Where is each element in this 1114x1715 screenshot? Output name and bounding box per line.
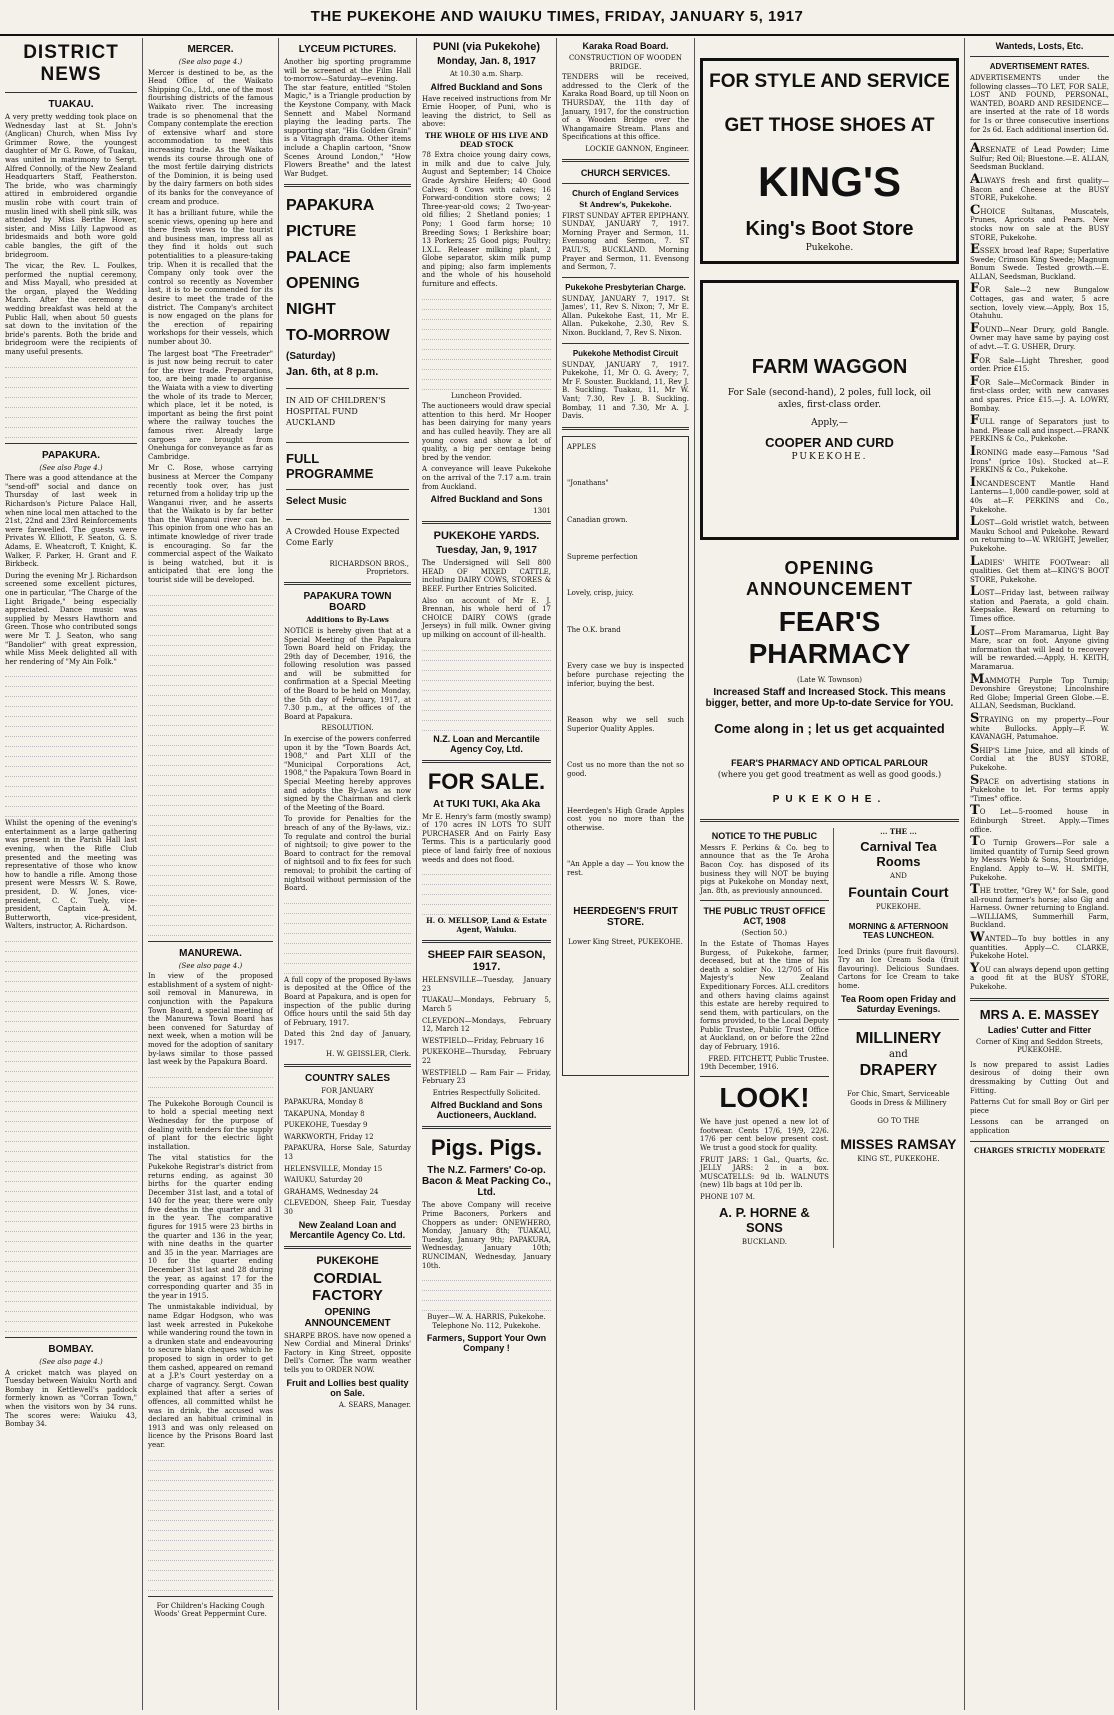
puni-time: At 10.30 a.m. Sharp. (449, 70, 524, 78)
picture-line: OPENING (286, 275, 360, 293)
farm-waggon-paragraph: For Sale (second-hand), 2 poles, full lock, oil axles, first-class order. (727, 387, 932, 410)
lower-right-ads (834, 828, 959, 1248)
trust-heading: THE PUBLIC TRUST OFFICE ACT, 1908 (703, 906, 826, 927)
tuakau-paragraph: A very pretty wedding took place on Wednesday last at St. John's (Anglican) Church, when Miss Ivy Grimmer Rowe, the youngest daughter of Mr G. Rowe, of Tuakau, was united in matrimony to Sergt. Alfred Connolly, of the New Zealand Headquarters Staff, Featherston. The bride, who was charmingly attired in embroidered organdie muslin robe with court train of muslin lined with shell pink silk, was attended by Miss Berthe Hower, sister, and Miss Lilly Lapwood as bridesmaids and both wore gold cable bangles, the gift of the bridegroom. (5, 113, 137, 259)
town-board-sign: H. W. GEISSLER, Clerk. (326, 1050, 411, 1059)
column-church-apples (557, 38, 695, 1710)
kings-line: GET THOSE SHOES AT (724, 115, 935, 136)
carnival-line: Fountain Court (848, 883, 949, 900)
classified-ad: FOR Sale—Light Thresher, good order. Price £15. (970, 351, 1109, 374)
picture-line: PICTURE (286, 223, 357, 241)
mellsop-sign: H. O. MELLSOP, Land & Estate Agent, Waiuku. (426, 916, 547, 934)
millinery-line: MISSES RAMSAY (840, 1135, 957, 1152)
classified-ad: THE trotter, "Grey W," for Sale, good all-round farmer's horse; also Gig and Harness. Owner returning to England.—WILLIAMS, Summerhill Farm, Buckland. (970, 882, 1109, 930)
massey-heading: MRS A. E. MASSEY (979, 1006, 1100, 1022)
fears-line: Increased Staff and Increased Stock. This means bigger, better, and more Up-to-date Service for YOU. (705, 687, 954, 710)
kings-boot-store-ad (700, 58, 959, 264)
eng-heading: Church of England Services (572, 188, 679, 198)
puni-number: 1301 (533, 507, 551, 516)
fears-line: OPENING ANNOUNCEMENT (746, 557, 913, 599)
yards-date: Tuesday, Jan, 9, 1917 (436, 545, 537, 557)
puni-date: Monday, Jan. 8, 1917 (437, 56, 536, 67)
puni-paragraph: Have received instructions from Mr Ernie Hooper, of Puni, who is leaving the district, to Sell as above: (422, 94, 551, 129)
fears-line: (Late W. Townson) (796, 675, 863, 684)
millinery-line: and (889, 1048, 908, 1060)
massey-address: Corner of King and Seddon Streets, PUKEKOHE. (976, 1037, 1103, 1055)
fears-pharmacy-ad (700, 558, 959, 805)
bombay-paragraph: A cricket match was played on Tuesday between Waiuku North and Bombay in Kettlewell's paddock formerly known as "Corran Town," when the visitors won by 34 runs. The scores were: Waiuku 43, Bombay 34. (5, 1368, 137, 1429)
country-sale-item: PAPAKURA, Horse Sale, Saturday 13 (284, 1144, 411, 1162)
apples-line: Lovely, crisp, juicy. (567, 589, 634, 598)
sheep-fair-note: Entries Respectfully Solicited. (432, 1088, 541, 1097)
look-paragraph: FRUIT JARS: 1 Gal., Quarts, &c. JELLY JARS: 2 in a box. MUSCATELLS: 9d lb. WALNUTS (new) 1lb bags at 10d per lb. (700, 1155, 829, 1190)
sheep-fair-heading: SHEEP FAIR SEASON, 1917. (427, 949, 546, 974)
country-sale-item: CLEVEDON, Sheep Fair, Tuesday 30 (284, 1199, 411, 1216)
country-sale-item: TAKAPUNA, Monday 8 (284, 1109, 365, 1118)
papakura-see-also: (See also Page 4.) (39, 463, 103, 472)
manurewa-paragraph: The unmistakable individual, by name Edgar Hodgson, who was last week arrested in Pukekohe while wandering round the town in a drunken state and endeavouring to secure blank cheques which he proposed to sign in order to get them cashed, appeared on remand at a J.P.'s Court yesterday on a charge of vagrancy. Sergt. Cowan explained that after a series of offences, all committed whilst he was in drink, the accused was declared an habitual criminal in 1913 and was only released on licence by the Prisons Board last year. (148, 1303, 273, 1449)
carnival-line: PUKEKOHE. (875, 902, 921, 911)
pigs-footer: Farmers, Support Your Own Company ! (426, 1333, 547, 1354)
papakura-paragraph: During the evening Mr J. Richardson screened some excellent pictures, one in particular, "The Charge of the Light Brigade," being especially appreciated. Dance music was supplied by Messrs Hawthorn and Green. Those who contributed songs were Mr T. J. Seaton, who sang "Bandolier" with great expression, while Miss Meek delighted all with her rendering of "My Ain Folk." (5, 571, 137, 666)
cordial-paragraph: SHARPE BROS. have now opened a New Cordial and Mineral Drinks' Factory in King Street, opposite Dell's Corner. The warm weather tells you to ORDER NOW. (284, 1331, 411, 1374)
auctioneers-name: Alfred Buckland and Sons (430, 494, 543, 505)
town-board-paragraph: To provide for Penalties for the breach of any of the By-laws, viz.: To regulate and control the burial of nightsoil; to give power to the Board to contract for the removal of nightsoil and to fix fees for such removal; to prohibit the carting of nightsoil without permission of the Board. (284, 815, 411, 893)
classified-ad: YOU can always depend upon getting a good fit at the BUSY STORE, Pukekohe. (970, 960, 1109, 992)
picture-sign: RICHARDSON BROS., Proprietors. (329, 560, 409, 577)
apples-line: Canadian grown. (567, 516, 628, 524)
fears-line: FEAR'S PHARMACY (748, 605, 911, 669)
mercer-paragraph: Mr C. Rose, whose carrying business at Mercer the Company recently took over, has just returned from a holiday trip up the Wanganui river, and he asserts that the Waikato is by far better than the Wanganui river can be. This opinion from one who has an intimate knowledge of river trade is encouraging. So far the commercial aspect of the Waikato is being watched, but it is anticipated that ere long the tourist side will be developed. (148, 464, 273, 585)
pigs-sign: Buyer—W. A. HARRIS, Pukekohe. Telephone No. 112, Pukekohe. (427, 1313, 546, 1330)
fears-line: (where you get good treatment as well as good goods.) (717, 770, 942, 780)
column-auctions (417, 38, 557, 1710)
millinery-line: KING ST., PUKEKOHE. (857, 1154, 940, 1163)
town-board-heading: PAPAKURA TOWN BOARD (303, 591, 392, 614)
picture-programme: FULL PROGRAMME (286, 451, 374, 482)
sheep-fair-item: WESTFIELD — Ram Fair — Friday, February 23 (422, 1068, 551, 1086)
nz-loan-sign: New Zealand Loan and Mercantile Agency Co. Ltd. (289, 1219, 406, 1240)
karaka-paragraph: TENDERS will be received, addressed to the Clerk of the Karaka Road Board, up till Noon on THURSDAY, the 11th day of January, 1917, for the construction of a Wooden Bridge over the Whangamaire Stream. Plans and Specifications at this office. (562, 73, 689, 142)
horne-heading: A. P. HORNE & SONS (719, 1204, 810, 1235)
farm-waggon-apply: Apply,— (811, 417, 848, 428)
column-mercer (143, 38, 279, 1710)
fears-line: Come along in ; let us get acquainted (714, 721, 945, 737)
sheep-fair-item: WESTFIELD—Friday, February 16 (422, 1036, 544, 1045)
notice-paragraph: Messrs F. Perkins & Co. beg to announce that as the Te Aroha Bacon Coy. has disposed of its business they will NOT be buying pigs at Pukekohe on Monday next, Jan. 8th, as previously announced. (700, 843, 829, 895)
karaka-heading: Karaka Road Board. (582, 41, 669, 51)
adv-rates-heading: ADVERTISEMENT RATES. (989, 62, 1090, 71)
pigs-heading: Pigs. Pigs. (430, 1135, 543, 1161)
horne-sub: BUCKLAND. (741, 1237, 787, 1246)
karaka-sub: CONSTRUCTION OF WOODEN BRIDGE. (568, 54, 683, 71)
sheep-fair-item: CLEVEDON—Mondays, February 12, March 12 (422, 1016, 551, 1034)
look-heading: LOOK! (719, 1082, 810, 1114)
pigs-paragraph: The above Company will receive Prime Baconers, Porkers and Choppers as under: ONEWHERO, Monday, January 8th; TUAKAU, Tuesday, January 9th; PAPAKURA, Wednesday, January 10th; RUNCIMAN, Wednesday, January 10th. (422, 1201, 551, 1270)
massey-paragraph: Patterns Cut for small Boy or Girl per piece (970, 1098, 1109, 1115)
town-board-resolution: RESOLUTION. (321, 724, 374, 733)
classified-ad: CHOICE Sultanas, Muscatels, Prunes, Apricots and Pears. New stocks now on sale at the BUSY STORE, Pukekohe. (970, 202, 1109, 242)
lyceum-paragraph: Another big sporting programme will be screened at the Film Hall to-morrow—Saturday—evening. The star feature, entitled "Stolen Magic," is a Triangle production by the Keystone Company, with Mack Sennett and Mabel Normand playing the leading parts. The supporting star, "His Golden Grain" is a Vitagraph drama. Other items include a Chaplin cartoon, "Snow Scenes Around London," "How Flowers Breathe" and the latest War Budget. (284, 58, 411, 178)
trust-sign: FRED. FITCHETT, Public Trustee. (708, 1054, 829, 1063)
heerdegen-sub: Lower King Street, PUKEKOHE. (568, 937, 683, 946)
classified-ad: STRAYING on my property—Four white Bullocks. Apply—F. W. KAVANAGH, Patumahoe. (970, 711, 1109, 742)
apples-line: The O.K. brand (567, 625, 621, 634)
manurewa-heading: MANUREWA. (179, 947, 242, 959)
column-classifieds (965, 38, 1114, 1710)
carnival-line: MORNING & AFTERNOON TEAS LUNCHEON. (848, 921, 949, 940)
look-paragraph: We have just opened a new lot of footwear. Cents 17/6, 19/9, 22/6. 17/6 per cent below present cost. We trust a good stock for quality. (700, 1118, 829, 1153)
classified-ad: WANTED—To buy bottles in any quantities. Apply—C. CLARKE, Pukekohe Hotel. (970, 930, 1109, 961)
puni-stock: THE WHOLE OF HIS LIVE AND DEAD STOCK (424, 130, 549, 149)
puni-paragraph: The auctioneers would draw special attention to this herd. Mr Hooper has been dairying for many years and has culled heavily. They are all young cows and show a lot of quality, a big per centage being bred by the vendor. (422, 402, 551, 462)
adv-rates-paragraph: ADVERTISEMENTS under the following classes—TO LET, FOR SALE, LOST AND FOUND, PERSONAL, WANTED, BOARD AND RESIDENCE—are inserted at the rate of 18 words for 1s or three consecutive insertions for 2s 6d. Each additional insertion 6d. (970, 74, 1109, 134)
bombay-see-also: (See also page 4.) (39, 1358, 103, 1366)
picture-line: PAPAKURA (286, 197, 375, 215)
farm-waggon-heading: FARM WAGGON (751, 355, 908, 378)
millinery-line: DRAPERY (859, 1062, 938, 1080)
pres-paragraph: SUNDAY, JANUARY 7, 1917. St James', 11, Rev S. Nixon; 7, Mr E. Allan. Pukekohe East, 11, Mr E. Allan. Pukekohe, 2.30, Rev S. Nixon. Buckland, 7, Rev S. Nixon. (562, 294, 689, 338)
fears-line: PUKEKOHE. (772, 793, 887, 805)
peppermint-cure-ad: For Children's Hacking Cough Woods' Great Peppermint Cure. (154, 1601, 267, 1619)
yards-paragraph: The Undersigned will Sell 800 HEAD OF MIXED CATTLE, including DAIRY COWS, STORES & BEEF. Further Entries Solicited. (422, 559, 551, 593)
cordial-top: PUKEKOHE (316, 1254, 379, 1267)
papakura-paragraph: There was a good attendance at the "send-off" social and dance on Thursday of last week in Richardson's Picture Palace Hall, when nine local men attached to the 21st, 22nd and 23rd Reinforcements were farewelled. The guests were Privates W. Elliott, F. Seaton, G. S. Adams, E. Wheatcroft, T. Knight, K. Walker, F. Parker, H. Grant and F. Birkbeck. (5, 474, 137, 569)
yards-heading: PUKEKOHE YARDS. (433, 530, 540, 543)
picture-music: Select Music (286, 496, 347, 508)
trust-sub: (Section 50.) (741, 929, 788, 938)
town-board-sub: Additions to By-Laws (306, 615, 389, 625)
apples-line: Heerdegen's High Grade Apples cost you no more than the otherwise. (567, 806, 684, 832)
country-sale-item: WARKWORTH, Friday 12 (284, 1132, 374, 1141)
classified-ad: TO Let—5-roomed house in Edinburgh Street. Apply.—Times office. (970, 803, 1109, 834)
wanteds-heading: Wanteds, Losts, Etc. (995, 41, 1084, 51)
trust-paragraph: In the Estate of Thomas Hayes Burgess, of Pukekohe, farmer, deceased, but at the time of his death a soldier No. 12/705 of His Majesty's New Zealand Expeditionary Forces. ALL creditors and others having claims against this estate are hereby required to send them, with particulars, on the forms provided, to the Local Deputy Public Trustee, Public Trust Office at Auckland, on or before the 22nd day of February, 1916. (700, 939, 829, 1052)
forsale-paragraph: Mr E. Henry's farm (mostly swamp) of 170 acres IN LOTS TO SUIT PURCHASER And on Fairly Easy Terms. This is a particularly good piece of land fairly free of noxious weeds and does not flood. (422, 812, 551, 864)
country-sale-item: PUKEKOHE, Tuesday 9 (284, 1121, 368, 1130)
trust-date: 19th December, 1916. (700, 1062, 779, 1071)
classified-ad: ESSEX broad leaf Rape; Superlative Swede; Crimson King Swede; Magnum Bonum Swede. Tested growth.—E. ALLAN, Seedsman, Buckland. (970, 242, 1109, 281)
mercer-paragraph: Mercer is destined to be, as the Head Office of the Waikato Shipping Co., Ltd., one of the most flourishing districts of the famous Waikato river. The increasing trade is so phenomenal that the Company contemplate the erection of extensive wharf and store accommodation to meet this increasing trade. As the Waikato wends its course through one of the most fertile dairying districts of the Dominion, it is being used by the dairy farmers on both sides of its banks for the conveyance of cream and produce. (148, 68, 273, 206)
karaka-sign: LOCKIE GANNON, Engineer. (585, 144, 689, 153)
apples-line: "An Apple a day — You know the rest. (567, 860, 684, 877)
apples-ad (562, 436, 689, 1076)
town-board-paragraph: A full copy of the proposed By-laws is deposited at the Office of the Board at Papakura, and is open for inspection of the public during Office hours until the said 5th day of February, 1917. (284, 975, 411, 1027)
apples-line: "Jonathans" (567, 479, 609, 488)
carnival-line: AND (890, 872, 907, 881)
classified-ad: TO Turnip Growers—For sale a limited quantity of Turnip Seed grown by Messrs Webb & Sons, Stourbridge, England. Apply to—W. H. SMITH, Pukekohe. (970, 834, 1109, 882)
papakura-paragraph: Whilst the opening of the evening's entertainment as a large gathering was present in the Parish Hall last evening, when the Rifle Club presented and the meeting was representative of those who know how to handle a rifle. Among those present were Messrs W. S. Rowe, president, D. W. Jones, vice-president, C. C. Tuely, vice-president, Captain A. M. Butterworth, vice-president, Walters, instructor, A. Richardson. (5, 819, 137, 931)
kings-line: King's Boot Store (745, 218, 914, 240)
millinery-line: MILLINERY (855, 1029, 942, 1047)
apples-line: APPLES (567, 442, 597, 451)
classified-ad: INCANDESCENT Mantle Hand Lanterns—1,000 candle-power, sold at 40s at—F. PERKINS and Co., Pukekohe. (970, 474, 1109, 514)
eng-paragraph: FIRST SUNDAY AFTER EPIPHANY. SUNDAY, JANUARY 7, 1917. Morning Prayer and Sermon, 11. Evensong and Sermon, 7. ST PAUL'S, BUCKLAND. Morning Prayer and Sermon, 11. Evensong and Sermon, 7. (562, 211, 689, 272)
puni-paragraph: A conveyance will leave Pukekohe on the arrival of the 7.17 a.m. train from Auckland. (422, 465, 551, 491)
pigs-sub: The N.Z. Farmers' Co-op. Bacon & Meat Packing Co., Ltd. (422, 1165, 551, 1199)
puni-lunch: Luncheon Provided. (451, 391, 522, 400)
mercer-see-also: (See also page 4.) (178, 58, 243, 66)
apples-line: Reason why we sell such Superior Quality Apples. (567, 716, 684, 733)
picture-line: NIGHT (286, 301, 336, 319)
cordial-sign: A. SEARS, Manager. (338, 1400, 411, 1409)
church-heading: CHURCH SERVICES. (580, 167, 671, 178)
town-board-paragraph: NOTICE is hereby given that at a Special Meeting of the Papakura Town Board held on Friday, the 29th day of December, 1916, the following resolution was passed and will be submitted for confirmation at a Special Meeting of the Board to be held on Monday, the 5th day of February, 1917, at 7.30 p.m., at the offices of the Board at Papakura. (284, 626, 411, 721)
classified-ad: ALWAYS fresh and first quality—Bacon and Cheese at the BUSY STORE, Pukekohe. (970, 171, 1109, 203)
picture-date: Jan. 6th, at 8 p.m. (286, 366, 379, 379)
eng-sub: St Andrew's, Pukekohe. (579, 199, 672, 209)
notice-heading: NOTICE TO THE PUBLIC (711, 830, 818, 841)
column-lyceum (279, 38, 417, 1710)
tuakau-paragraph: The vicar, the Rev. L. Foulkes, performed the nuptial ceremony, and Miss Mayall, who presided at the organ, played the Wedding March. After the ceremony a wedding breakfast was held at the Public Hall, when about 50 guests sat down to the invitation of the bride's parents. Both the bride and bridegroom were the recipients of many useful presents. (5, 262, 137, 357)
country-sale-item: HELENSVILLE, Monday 15 (284, 1164, 383, 1173)
country-sale-item: WAIUKU, Saturday 20 (284, 1176, 363, 1185)
classified-ad: MAMMOTH Purple Top Turnip; Devonshire Greystone; Lincolnshire Red Globe; Imperial Green Globe.—E. ALLAN, Seedsman, Buckland. (970, 671, 1109, 711)
column-display-ads (695, 38, 965, 1710)
millinery-line: GO TO THE (877, 1117, 920, 1126)
massey-paragraph: Is now prepared to assist Ladies desirous of doing their own dressmaking by Cutting Out and Fitting. (970, 1060, 1109, 1095)
forsale-heading: FOR SALE. (427, 768, 546, 794)
picture-saturday: (Saturday) (286, 351, 336, 363)
sheep-fair-item: TUAKAU—Mondays, February 5, March 5 (422, 996, 551, 1014)
classified-ad: LOST—Gold wristlet watch, between Mauku School and Pukekohe. Reward on returning to—W. WRIGHT, Jeweller, Pukekohe. (970, 514, 1109, 553)
tuakau-heading: TUAKAU. (48, 99, 94, 110)
picture-line: TO-MORROW (286, 327, 390, 345)
classified-ad: SPACE on advertising stations in Pukekohe to let. For terms apply "Times" office. (970, 772, 1109, 803)
country-sale-item: GRAHAMS, Wednesday 24 (284, 1187, 379, 1196)
heerdegen-heading: HEERDEGEN'S FRUIT STORE. (573, 905, 678, 928)
classified-ad: FOR Sale—McCormack Binder in first-class order, with new canvases and spares. Price £15.—J. A. LOWRY, Bombay. (970, 373, 1109, 413)
classified-ad: LADIES' WHITE FOOTwear: all qualities. Get them at—KING'S BOOT STORE, Pukekohe. (970, 553, 1109, 584)
classified-ad: LOST—From Maramarua, Light Bay Mare, scar on foot. Anyone giving information that will lead to recovery will be rewarded.—Apply, H. KEITH, Maramarua. (970, 623, 1109, 672)
millinery-line: For Chic, Smart, Serviceable Goods in Dress & Millinery (847, 1090, 950, 1107)
kings-line: KING'S (757, 158, 901, 205)
carnival-line: Iced Drinks (pure fruit flavours). Try an Ice Cream Soda (fruit flavouring). Delicious Sundaes. Cartons for Ice Cream to take home. (837, 947, 959, 990)
mercer-heading: MERCER. (187, 44, 234, 55)
classified-ad: FULL range of Separators just to hand. Please call and inspect.—FRANK PERKINS & Co., Pukekohe. (970, 413, 1109, 444)
classified-ad: ARSENATE of Lead Powder; Lime Sulfur; Red Oil; Bluestone.—E. ALLAN, Seedsman Buckland. (970, 141, 1109, 172)
apples-line: Cost us no more than the not so good. (567, 761, 684, 778)
massey-paragraph: Lessons can be arranged on application (970, 1118, 1109, 1135)
district-news-title: DISTRICT NEWS (23, 42, 119, 85)
mercer-paragraph: The largest boat "The Freetrader" is just now being recruit to cater for the river trade. Preparations, too, are being made to organise the Waiata with a view to diverting the whole of its trade to Mercer, which place, let it be noted, is important as being the first point where the railway touches the famous river. Already large cargoes are brought from Onehunga for conveyance as far as Cambridge. (148, 349, 273, 461)
picture-crowd: A Crowded House Expected Come Early (286, 527, 400, 548)
picture-palace-ad (284, 193, 411, 576)
bombay-heading: BOMBAY. (48, 1344, 94, 1355)
picture-aid: IN AID OF CHILDREN'S HOSPITAL FUND AUCKLAND (286, 396, 386, 428)
lower-left-ads (700, 828, 834, 1248)
manurewa-paragraph: In view of the proposed establishment of a system of night-soil removal in Manurewa, in conjunction with the Papakura Town Board, a special meeting of the Manurewa Town Board has been convened for Saturday of next week, when a motion will be moved for the adoption of sanitary by-laws similar to those passed last week by the Papakura Board. (148, 972, 273, 1067)
picture-line: PALACE (286, 249, 351, 267)
forsale-sub: At TUKI TUKI, Aka Aka (432, 798, 541, 810)
town-board-dated: Dated this 2nd day of January, 1917. (284, 1030, 411, 1047)
masthead: THE PUKEKOHE AND WAIUKU TIMES, FRIDAY, JANUARY 5, 1917 (0, 0, 1114, 36)
farm-waggon-town: PUKEKOHE. (791, 452, 868, 463)
sheep-fair-sign: Alfred Buckland and Sons Auctioneers, Auckland. (430, 1100, 543, 1121)
cordial-main: CORDIAL FACTORY (312, 1269, 383, 1304)
country-sale-item: PAPAKURA, Monday 8 (284, 1098, 364, 1107)
kings-line: FOR STYLE AND SERVICE (709, 71, 950, 92)
sheep-fair-item: PUKEKOHE—Thursday, February 22 (422, 1048, 551, 1066)
classified-ad: IRONING made easy—Famous "Sad Irons" (price 10s). Stocked at—F. PERKINS & Co., Pukekohe. (970, 443, 1109, 475)
cordial-fruit: Fruit and Lollies best quality on Sale. (286, 1377, 409, 1398)
meth-heading: Pukekohe Methodist Circuit (572, 348, 679, 358)
apples-line: Supreme perfection (567, 552, 638, 561)
farm-waggon-ad (700, 280, 959, 540)
kings-line: Pukekohe. (805, 243, 854, 253)
classified-ad: FOR Sale—2 new Bungalow Cottages, gas and water, 5 acre section, lovely view.—Apply, Box 15, Otahuhu. (970, 281, 1109, 321)
lyceum-heading: LYCEUM PICTURES. (298, 44, 397, 55)
manurewa-see-also: (See also page 4.) (178, 961, 243, 970)
puni-list: 78 Extra choice young dairy cows, in milk and due to calve July, August and September; 14 Choice Grade Ayrshire Heifers; 40 Good Calves; 8 Cows with calves; 16 Forward-condition store cows; 2 Three-year-old cows; 2 Two-year-old fillies; 2 Shetland ponies; 1 Pony; 1 Good farm horse; 10 Breeding Sows; 1 Berkshire boar; 13 Porkers; 25 Good pigs; Poultry; I.X.L. Releaser milking plant, 2 Globe separator, skim milk pump and piping; also farm implements and the whole of his household furniture and effects. (422, 151, 551, 289)
column-district-news (0, 38, 143, 1710)
apples-line: Every case we buy is inspected before purchase rejecting the inferior, buying the best. (567, 662, 684, 688)
country-sales-heading: COUNTRY SALES (304, 1073, 390, 1085)
massey-sub: Ladies' Cutter and Fitter (987, 1024, 1092, 1035)
manurewa-paragraph: The vital statistics for the Pukekohe Registrar's district from returns ending, as against 30 births for the quarter ending December 31st last, and a total of 140 for the year, there were only five deaths in the quarter and 31 in the year. The comparative figures for 1915 were 23 births in the quarter and 136 in the year, with nine deaths in the quarter and 35 in the year. Marriages are 10 for the quarter ending December 31st last and 28 during the year, as against 17 for the corresponding quarter and 35 in the year in 1915. (148, 1154, 273, 1300)
mercer-paragraph: It has a brilliant future, while the scenic views, opening up here and there fresh views to the tourist and business man, impress all as they find it holds out such potentialities to a pleasure-taking trip. When it is recalled that the Company only took over the control so recently as November last, it is to be commended for its desire to meet the trade of the district. The Company's architect is now engaged on the plans for the erection of repairing workshops for their vessels, which number about 30. (148, 209, 273, 346)
classified-ad: FOUND—Near Drury, gold Bangle. Owner may have same by paying cost of advt.—T. G. USHER, Drury. (970, 320, 1109, 352)
auctioneers-name: Alfred Buckland and Sons (430, 81, 543, 92)
papakura-heading: PAPAKURA. (42, 449, 100, 461)
manurewa-paragraph: The Pukekohe Borough Council is to hold a special meeting next Wednesday for the purpose of dealing with tenders for the supply of plant for the electric light installation. (148, 1099, 273, 1151)
nz-loan-sign: N.Z. Loan and Mercantile Agency Coy, Ltd. (433, 733, 540, 754)
town-board-paragraph: In exercise of the powers conferred upon it by the "Town Boards Act, 1908," and Part XLII of the "Municipal Corporations Act, 1908," the Papakura Town Board in Special Meeting hereby approves and adopts the By-Laws as now signed by the Chairman and clerk of the Meeting of the Board. (284, 735, 411, 812)
meth-paragraph: SUNDAY, JANUARY 7, 1917. Pukekohe, 11, Mr O. G. Avery; 7, Mr F. Souster. Buckland, 11, Rev J. B. Suckling. Tuakau, 11, Mr W. Vant; 7.30, Rev J. B. Suckling. Bombay, 11 and 7.30, Mr A. J. Davis. (562, 360, 689, 421)
carnival-line: Tea Room open Friday and Saturday Evenings. (841, 993, 956, 1014)
carnival-line: Carnival Tea Rooms (860, 839, 937, 870)
yards-paragraph: Also on account of Mr E. J. Brennan, his whole herd of 17 CHOICE DAIRY COWS (grade Jerseys) in full milk. Owner giving up milking on account of ill-health. (422, 596, 551, 639)
sheep-fair-item: HELENSVILLE—Tuesday, January 23 (422, 976, 551, 993)
lower-ads-row (700, 828, 959, 1248)
cordial-sub: OPENING ANNOUNCEMENT (304, 1306, 391, 1329)
pres-heading: Pukekohe Presbyterian Charge. (565, 282, 686, 292)
look-phone: PHONE 107 M. (700, 1193, 755, 1201)
massey-footer: CHARGES STRICTLY MODERATE (974, 1145, 1105, 1155)
puni-heading: PUNI (via Pukekohe) (433, 41, 540, 53)
carnival-line: ... THE ... (880, 826, 917, 836)
classified-ad: LOST—Friday last, between railway station and Paerata, a gold chain. Keepsake. Reward on returning to Times office. (970, 584, 1109, 624)
fears-line: FEAR'S PHARMACY AND OPTICAL PARLOUR (731, 758, 928, 769)
country-sales-sub: FOR JANUARY (321, 1087, 374, 1096)
classified-ad: SHIP'S Lime Juice, and all kinds of Cordial at the BUSY STORE, Pukekohe. (970, 741, 1109, 772)
farm-waggon-sign: COOPER AND CURD (765, 435, 894, 451)
